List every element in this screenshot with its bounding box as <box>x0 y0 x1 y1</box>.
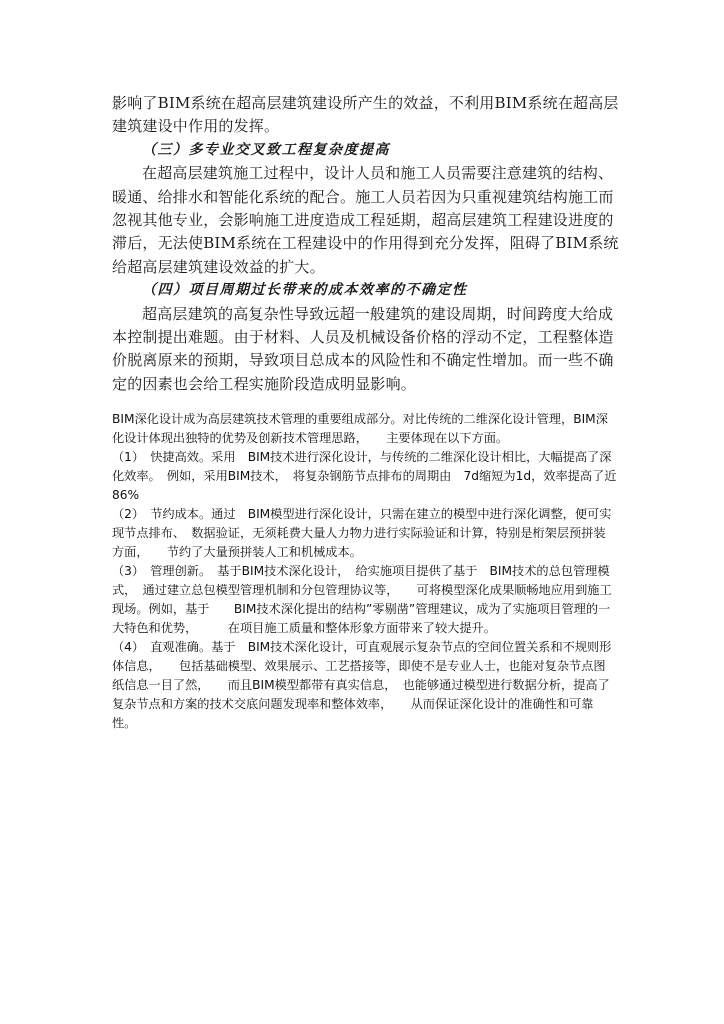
typed-item-4-continued: 复杂节点和方案的技术交底问题发现率和整体效率， 从而保证深化设计的准确性和可靠性。 <box>112 697 594 730</box>
typed-text-block <box>112 410 629 733</box>
scanned-text-block <box>112 92 627 396</box>
typed-item-4: （4） 直观准确。基于 BIM技术深化设计，可直观展示复杂节点的空间位置关系和不规则形体信息， 包括基础模型、效果展示、工艺搭接等，即使不是专业人士，也能对复杂节点图纸信息一目了然， 而且BIM模型都带有真实信息， 也能够通过模型进行数据分析，提高了 <box>112 640 612 692</box>
scanned-paragraph-continuation: 影响了BIM系统在超高层建筑建设所产生的效益，不利用BIM系统在超高层建筑建设中作用的发挥。 <box>112 94 619 136</box>
typed-item-3: （3） 管理创新。 基于BIM技术深化设计， 给实施项目提供了基于 BIM技术的总包管理模式， 通过建立总包模型管理机制和分包管理协议等， 可将模型深化成果顺畅地应用到施工现场。例如，基于 BIM技术深化提出的结构”零剔凿”管理建议，成为了实施项目管理的一大特色和优势， 在项目施工质量和整体形象方面带来了较大提升。 <box>112 564 612 635</box>
section-heading-3: （三）多专业交叉致工程复杂度提高 <box>142 141 390 158</box>
scanned-paragraph-multidiscipline: 在超高层建筑施工过程中，设计人员和施工人员需要注意建筑的结构、暖通、给排水和智能化系统的配合。施工人员若因为只重视建筑结构施工而忽视其他专业，会影响施工进度造成工程延期，超高层建筑工程建设进度的滞后，无法使BIM系统在工程建设中的作用得到充分发挥，阻碍了BIM系统给超高层建筑建设效益的扩大。 <box>112 164 619 276</box>
section-heading-4: （四）项目周期过长带来的成本效率的不确定性 <box>142 282 468 299</box>
typed-item-2: （2） 节约成本。通过 BIM模型进行深化设计，只需在建立的模型中进行深化调整，便可实现节点排布、 数据验证，无须耗费大量人力物力进行实际验证和计算，特别是桁架层预拼装方面， 节约了大量预拼装人工和机械成本。 <box>112 507 612 559</box>
scanned-paragraph-cost-uncertainty: 超高层建筑的高复杂性导致远超一般建筑的建设周期，时间跨度大给成本控制提出难题。由于材料、人员及机械设备价格的浮动不定，工程整体造价脱离原来的预期，导致项目总成本的风险性和不确定性增加。而一些不确定的因素也会给工程实施阶段造成明显影响。 <box>112 304 614 393</box>
typed-intro-paragraph: BIM深化设计成为高层建筑技术管理的重要组成部分。对比传统的二维深化设计管理，BIM深化设计体现出独特的优势及创新技术管理思路， 主要体现在以下方面。 <box>112 412 608 445</box>
typed-item-1: （1） 快捷高效。采用 BIM技术进行深化设计，与传统的二维深化设计相比，大幅提高了深化效率。 例如，采用BIM技术， 将复杂钢筋节点排布的周期由 7d缩短为1d，效率提高了近 86% <box>112 450 629 502</box>
